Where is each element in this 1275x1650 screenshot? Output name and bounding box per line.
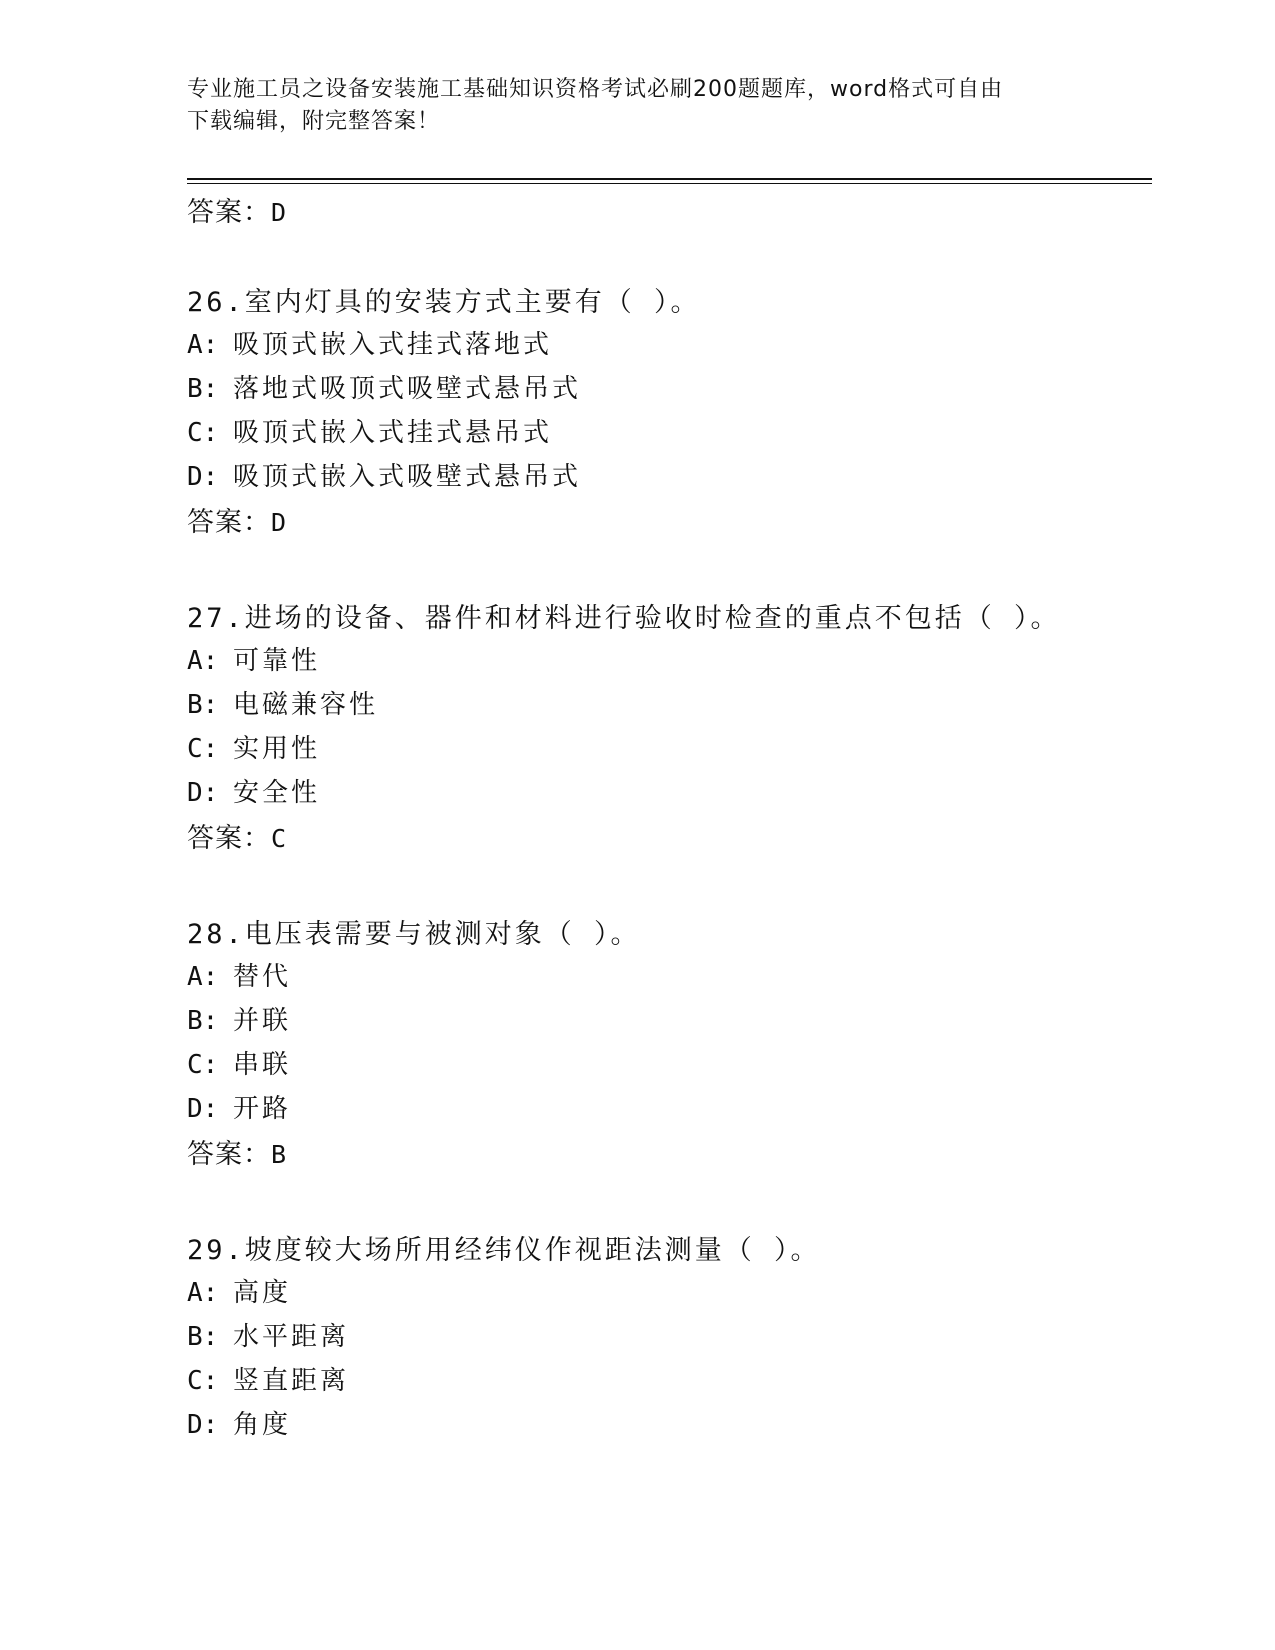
- option-letter: C:: [187, 1366, 219, 1396]
- option-text: 吸顶式嵌入式吸壁式悬吊式: [233, 462, 582, 492]
- option-text: 水平距离: [233, 1322, 350, 1352]
- header-divider-thick: [187, 178, 1152, 180]
- option-b: [187, 1000, 291, 1037]
- option-text: 开路: [233, 1094, 292, 1124]
- header-line-2: 下载编辑，附完整答案！: [187, 109, 441, 134]
- option-letter: D:: [187, 1410, 219, 1440]
- header-line-1: 专业施工员之设备安装施工基础知识资格考试必刷200题题库，word格式可自由: [187, 77, 1004, 102]
- answer-line: [187, 1132, 287, 1171]
- document-header: [187, 74, 1067, 138]
- answer-value: D: [271, 508, 288, 537]
- answer-label: 答案：: [187, 823, 271, 854]
- answer-label: 答案：: [187, 507, 271, 538]
- answer-value: D: [271, 198, 288, 227]
- question-stem: 26.室内灯具的安装方式主要有（ ）。: [187, 287, 701, 318]
- question-stem: 27.进场的设备、器件和材料进行验收时检查的重点不包括（ ）。: [187, 603, 1061, 634]
- option-a: [187, 324, 552, 361]
- option-d: [187, 1404, 291, 1441]
- answer-value: C: [271, 824, 288, 853]
- option-text: 安全性: [233, 778, 321, 808]
- option-letter: B:: [187, 1006, 219, 1036]
- option-letter: A:: [187, 646, 219, 676]
- option-text: 吸顶式嵌入式挂式落地式: [233, 330, 553, 360]
- option-text: 落地式吸顶式吸壁式悬吊式: [233, 374, 582, 404]
- option-d: [187, 456, 581, 493]
- option-d: [187, 772, 320, 809]
- question-stem: 28.电压表需要与被测对象（ ）。: [187, 919, 641, 950]
- option-text: 电磁兼容性: [233, 690, 379, 720]
- option-letter: C:: [187, 734, 219, 764]
- option-text: 并联: [233, 1006, 292, 1036]
- option-letter: D:: [187, 1094, 219, 1124]
- option-a: [187, 640, 320, 677]
- option-a: [187, 1272, 291, 1309]
- option-b: [187, 684, 378, 721]
- header-divider-thin: [187, 183, 1152, 184]
- option-letter: B:: [187, 374, 219, 404]
- answer-label: 答案：: [187, 197, 271, 228]
- answer-line: [187, 190, 287, 229]
- option-letter: D:: [187, 462, 219, 492]
- option-a: [187, 956, 291, 993]
- option-text: 高度: [233, 1278, 292, 1308]
- option-letter: C:: [187, 418, 219, 448]
- answer-line: [187, 816, 287, 855]
- option-text: 可靠性: [233, 646, 321, 676]
- option-c: [187, 1044, 291, 1081]
- option-text: 替代: [233, 962, 292, 992]
- question-stem: 29.坡度较大场所用经纬仪作视距法测量（ ）。: [187, 1235, 821, 1266]
- option-letter: B:: [187, 690, 219, 720]
- option-c: [187, 412, 552, 449]
- option-letter: B:: [187, 1322, 219, 1352]
- option-text: 角度: [233, 1410, 292, 1440]
- option-b: [187, 1316, 349, 1353]
- option-c: [187, 728, 320, 765]
- option-b: [187, 368, 581, 405]
- option-text: 实用性: [233, 734, 321, 764]
- option-letter: C:: [187, 1050, 219, 1080]
- answer-value: B: [271, 1140, 288, 1169]
- answer-label: 答案：: [187, 1139, 271, 1170]
- option-letter: A:: [187, 1278, 219, 1308]
- option-letter: A:: [187, 962, 219, 992]
- option-c: [187, 1360, 349, 1397]
- option-text: 竖直距离: [233, 1366, 350, 1396]
- option-text: 吸顶式嵌入式挂式悬吊式: [233, 418, 553, 448]
- option-d: [187, 1088, 291, 1125]
- option-letter: D:: [187, 778, 219, 808]
- answer-line: [187, 500, 287, 539]
- option-letter: A:: [187, 330, 219, 360]
- option-text: 串联: [233, 1050, 292, 1080]
